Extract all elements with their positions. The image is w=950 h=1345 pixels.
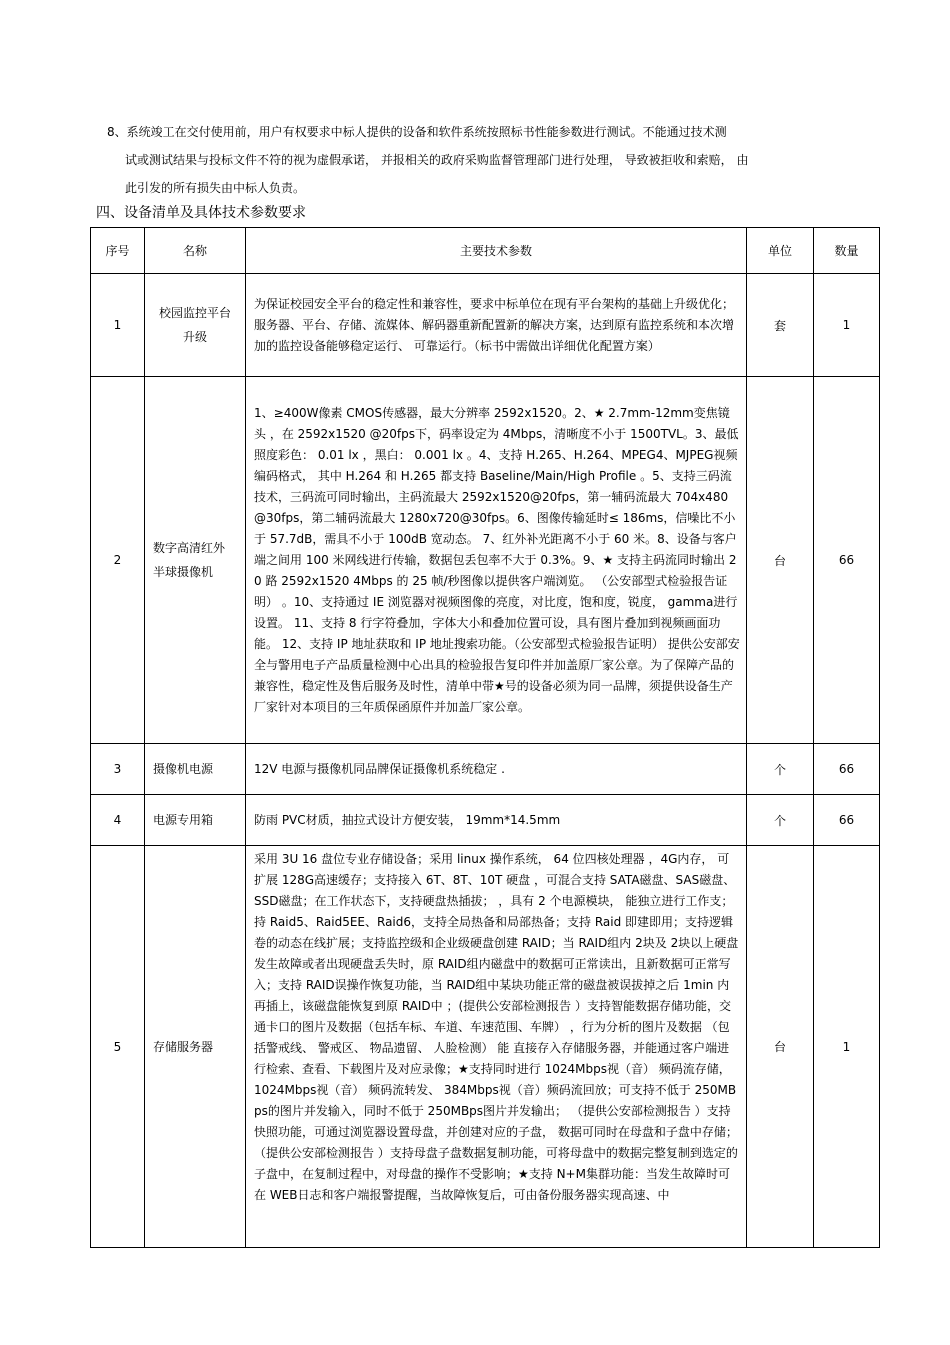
table-row xyxy=(91,744,880,795)
section-heading: 四、设备清单及具体技术参数要求 xyxy=(96,205,306,221)
row-unit: 个 xyxy=(747,744,814,795)
row-params: 1、≥400W像素 CMOS传感器，最大分辨率 2592x1520。2、★ 2.7mm-12mm变焦镜头 ，在 2592x1520 @20fps下，码率设定为 4Mbps，清晰度不小于 1500TVL。3、最低照度彩色： 0.01 lx ，黑白： 0.001 lx 。4、支持 H.265、H.264、MPEG4、MJPEG视频编码格式， 其中 H.264 和 H.265 都支持 Baseline/Main/High Profile 。5、支持三码流技术，三码流可同时输出，主码流最大 2592x1520@20fps，第一辅码流最大 704x480 @30fps，第二辅码流最大 1280x720@30fps。6、图像传输延时≤ 186ms，信噪比不小于 57.7dB，需具不小于 100dB 宽动态。 7、红外补光距离不小于 60 米。8、设备与客户端之间用 100 米网线进行传输，数据包丢包率不大于 0.3%。9、★ 支持主码流同时输出 20 路 2592x1520 4Mbps 的 25 帧/秒图像以提供客户端浏览。 （公安部型式检验报告证明） 。10、支持通过 IE 浏览器对视频图像的亮度，对比度，饱和度，锐度， gamma进行设置。 11、支持 8 行字符叠加，字体大小和叠加位置可设，具有图片叠加到视频画面功能。 12、支持 IP 地址获取和 IP 地址搜索功能。（公安部型式检验报告证明） 提供公安部安全与警用电子产品质量检测中心出具的检验报告复印件并加盖原厂家公章。为了保障产品的兼容性，稳定性及售后服务及时性，清单中带★号的设备必须为同一品牌，须提供设备生产厂家针对本项目的三年质保函原件并加盖厂家公章。 xyxy=(246,377,747,744)
column-header-qty: 数量 xyxy=(814,228,880,274)
row-name: 数字高清红外半球摄像机 xyxy=(145,377,246,744)
row-no: 3 xyxy=(91,744,145,795)
row-unit: 台 xyxy=(747,377,814,744)
row-unit: 个 xyxy=(747,795,814,846)
row-no: 5 xyxy=(91,846,145,1248)
column-header-no: 序号 xyxy=(91,228,145,274)
column-header-name: 名称 xyxy=(145,228,246,274)
intro-paragraph xyxy=(107,118,867,202)
row-qty: 66 xyxy=(814,744,880,795)
row-qty: 1 xyxy=(814,846,880,1248)
table-row xyxy=(91,846,880,1248)
row-name: 存储服务器 xyxy=(145,846,246,1248)
row-no: 1 xyxy=(91,274,145,377)
row-qty: 66 xyxy=(814,795,880,846)
row-params: 12V 电源与摄像机同品牌保证摄像机系统稳定 . xyxy=(246,744,747,795)
row-params: 为保证校园安全平台的稳定性和兼容性，要求中标单位在现有平台架构的基础上升级优化；服务器、平台、存储、流媒体、解码器重新配置新的解决方案，达到原有监控系统和本次增加的监控设备能够稳定运行、 可靠运行。（标书中需做出详细优化配置方案） xyxy=(246,274,747,377)
row-params: 防雨 PVC材质，抽拉式设计方便安装， 19mm*14.5mm xyxy=(246,795,747,846)
intro-line-2: 试或测试结果与投标文件不符的视为虚假承诺， 并报相关的政府采购监督管理部门进行处理， 导致被拒收和索赔， 由 xyxy=(125,153,749,167)
column-header-params: 主要技术参数 xyxy=(246,228,747,274)
row-unit: 台 xyxy=(747,846,814,1248)
equipment-table xyxy=(90,227,880,1248)
row-name: 校园监控平台升级 xyxy=(145,274,246,377)
row-unit: 套 xyxy=(747,274,814,377)
table-row xyxy=(91,274,880,377)
table-header-row xyxy=(91,228,880,274)
table-row xyxy=(91,795,880,846)
intro-line-3: 此引发的所有损失由中标人负责。 xyxy=(125,181,306,195)
column-header-unit: 单位 xyxy=(747,228,814,274)
row-no: 2 xyxy=(91,377,145,744)
table-row xyxy=(91,377,880,744)
row-no: 4 xyxy=(91,795,145,846)
row-qty: 66 xyxy=(814,377,880,744)
row-name: 电源专用箱 xyxy=(145,795,246,846)
row-qty: 1 xyxy=(814,274,880,377)
row-name: 摄像机电源 xyxy=(145,744,246,795)
row-params: 采用 3U 16 盘位专业存储设备；采用 linux 操作系统， 64 位四核处理器 ，4G内存， 可扩展 128G高速缓存；支持接入 6T、8T、10T 硬盘 ，可混合支持 SATA磁盘、SAS磁盘、SSD磁盘；在工作状态下，支持硬盘热插拔； ，具有 2 个电源模块， 能独立进行工作支；持 Raid5、Raid5EE、Raid6，支持全局热备和局部热备；支持 Raid 即建即用；支持逻辑卷的动态在线扩展；支持监控级和企业级硬盘创建 RAID；当 RAID组内 2块及 2块以上硬盘发生故障或者出现硬盘丢失时，原 RAID组内磁盘中的数据可正常读出，且新数据可正常写入；支持 RAID误操作恢复功能，当 RAID组中某块功能正常的磁盘被误拔掉之后 1min 内再插上，该磁盘能恢复到原 RAID中 ；(提供公安部检测报告 ）支持智能数据存储功能，交通卡口的图片及数据（包括车标、车道、车速范围、车牌） ，行为分析的图片及数据 （包括警戒线、 警戒区、 物品遗留、 人脸检测） 能 直接存入存储服务器，并能通过客户端进行检索、查看、下载图片及对应录像；★支持同时进行 1024Mbps视（音） 频码流存储， 1024Mbps视（音） 频码流转发、 384Mbps视（音）频码流回放；可支持不低于 250MBps的图片并发输入，同时不低于 250MBps图片并发输出； （提供公安部检测报告 ）支持快照功能，可通过浏览器设置母盘，并创建对应的子盘， 数据可同时在母盘和子盘中存储； （提供公安部检测报告 ）支持母盘子盘数据复制功能，可将母盘中的数据完整复制到选定的子盘中，在复制过程中，对母盘的操作不受影响；★支持 N+M集群功能：当发生故障时可在 WEB日志和客户端报警提醒，当故障恢复后，可由备份服务器实现高速、中 xyxy=(246,846,747,1248)
intro-line-1: 8、系统竣工在交付使用前，用户有权要求中标人提供的设备和软件系统按照标书性能参数进行测试。不能通过技术测 xyxy=(107,125,727,139)
